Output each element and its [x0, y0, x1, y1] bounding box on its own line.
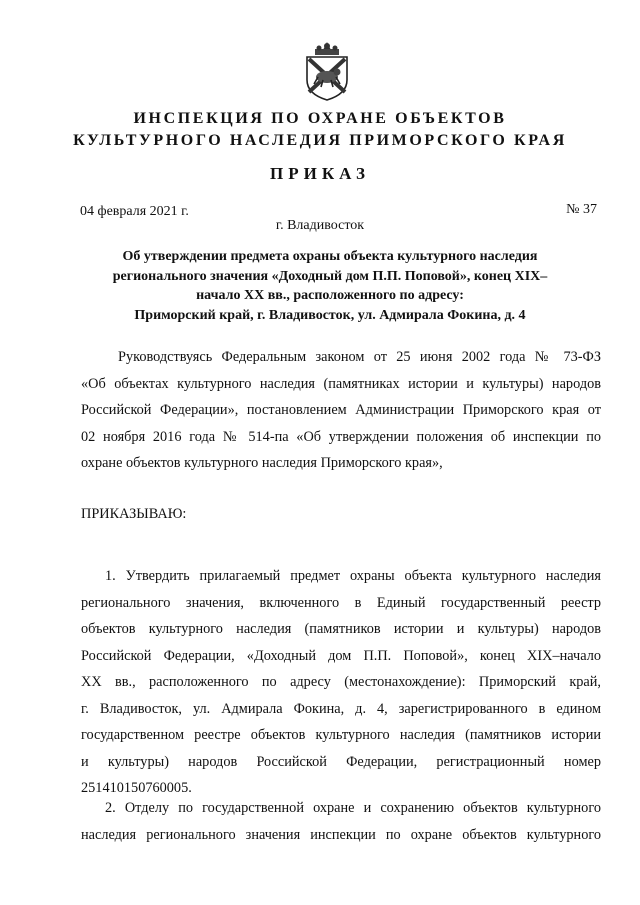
coat-of-arms-emblem — [301, 40, 353, 102]
item-1-line: объектов культурного наследия (памятников истории и культуры) народов — [81, 621, 601, 637]
item-1-line: г. Владивосток, ул. Адмирала Фокина, д. 4, зарегистрированного в едином — [81, 700, 601, 717]
preamble-line: охране объектов культурного наследия Приморского края», — [81, 455, 443, 471]
preamble-line: Руководствуясь Федеральным законом от 25 июня 2002 года № 73-ФЗ — [118, 349, 601, 365]
item-2-line: 2. Отделу по государственной охране и сохранению объектов культурного — [105, 800, 601, 816]
item-1-line: и культуры) народов Российской Федерации, регистрационный номер — [81, 753, 601, 770]
item-1-line: государственном реестре объектов культурного наследия (памятников истории — [81, 727, 601, 743]
subject-line: начало XX вв., расположенного по адресу: — [196, 288, 464, 303]
org-name-line-2: КУЛЬТУРНОГО НАСЛЕДИЯ ПРИМОРСКОГО КРАЯ — [73, 132, 567, 149]
order-word: ПРИКАЗЫВАЮ: — [81, 506, 187, 522]
document-number: № 37 — [566, 202, 597, 217]
subject-line: регионального значения «Доходный дом П.П. Поповой», конец XIX– — [112, 268, 548, 284]
item-1-line: Российской Федерации, «Доходный дом П.П. Поповой», конец XIX–начало — [81, 647, 601, 664]
item-1-line: регионального значения, включенного в Единый государственный реестр — [81, 594, 601, 611]
subject-line: Об утверждении предмета охраны объекта культурного наследия — [122, 249, 538, 264]
item-2-paragraph — [81, 795, 601, 848]
document-title: ПРИКАЗ — [270, 164, 370, 183]
preamble-line: Российской Федерации», постановлением Администрации Приморского края от — [81, 402, 601, 418]
org-name-line-1: ИНСПЕКЦИЯ ПО ОХРАНЕ ОБЪЕКТОВ — [133, 110, 507, 127]
item-1-line: 251410150760005. — [81, 780, 192, 796]
preamble-line: 02 ноября 2016 года № 514-па «Об утверждении положения об инспекции по — [81, 428, 601, 445]
item-1-line: 1. Утвердить прилагаемый предмет охраны объекта культурного наследия — [105, 568, 601, 584]
item-1-paragraph — [81, 563, 601, 802]
subject-line: Приморский край, г. Владивосток, ул. Адмирала Фокина, д. 4 — [134, 307, 526, 323]
item-1-line: XX вв., расположенного по адресу (местонахождение): Приморский край, — [81, 674, 601, 690]
item-2-line: наследия регионального значения инспекции по охране объектов культурного — [81, 826, 601, 843]
document-city: г. Владивосток — [275, 218, 365, 233]
document-date: 04 февраля 2021 г. — [80, 204, 189, 219]
document-subject — [95, 247, 565, 325]
preamble-paragraph — [81, 344, 601, 477]
preamble-line: «Об объектах культурного наследия (памятниках истории и культуры) народов — [81, 375, 601, 392]
